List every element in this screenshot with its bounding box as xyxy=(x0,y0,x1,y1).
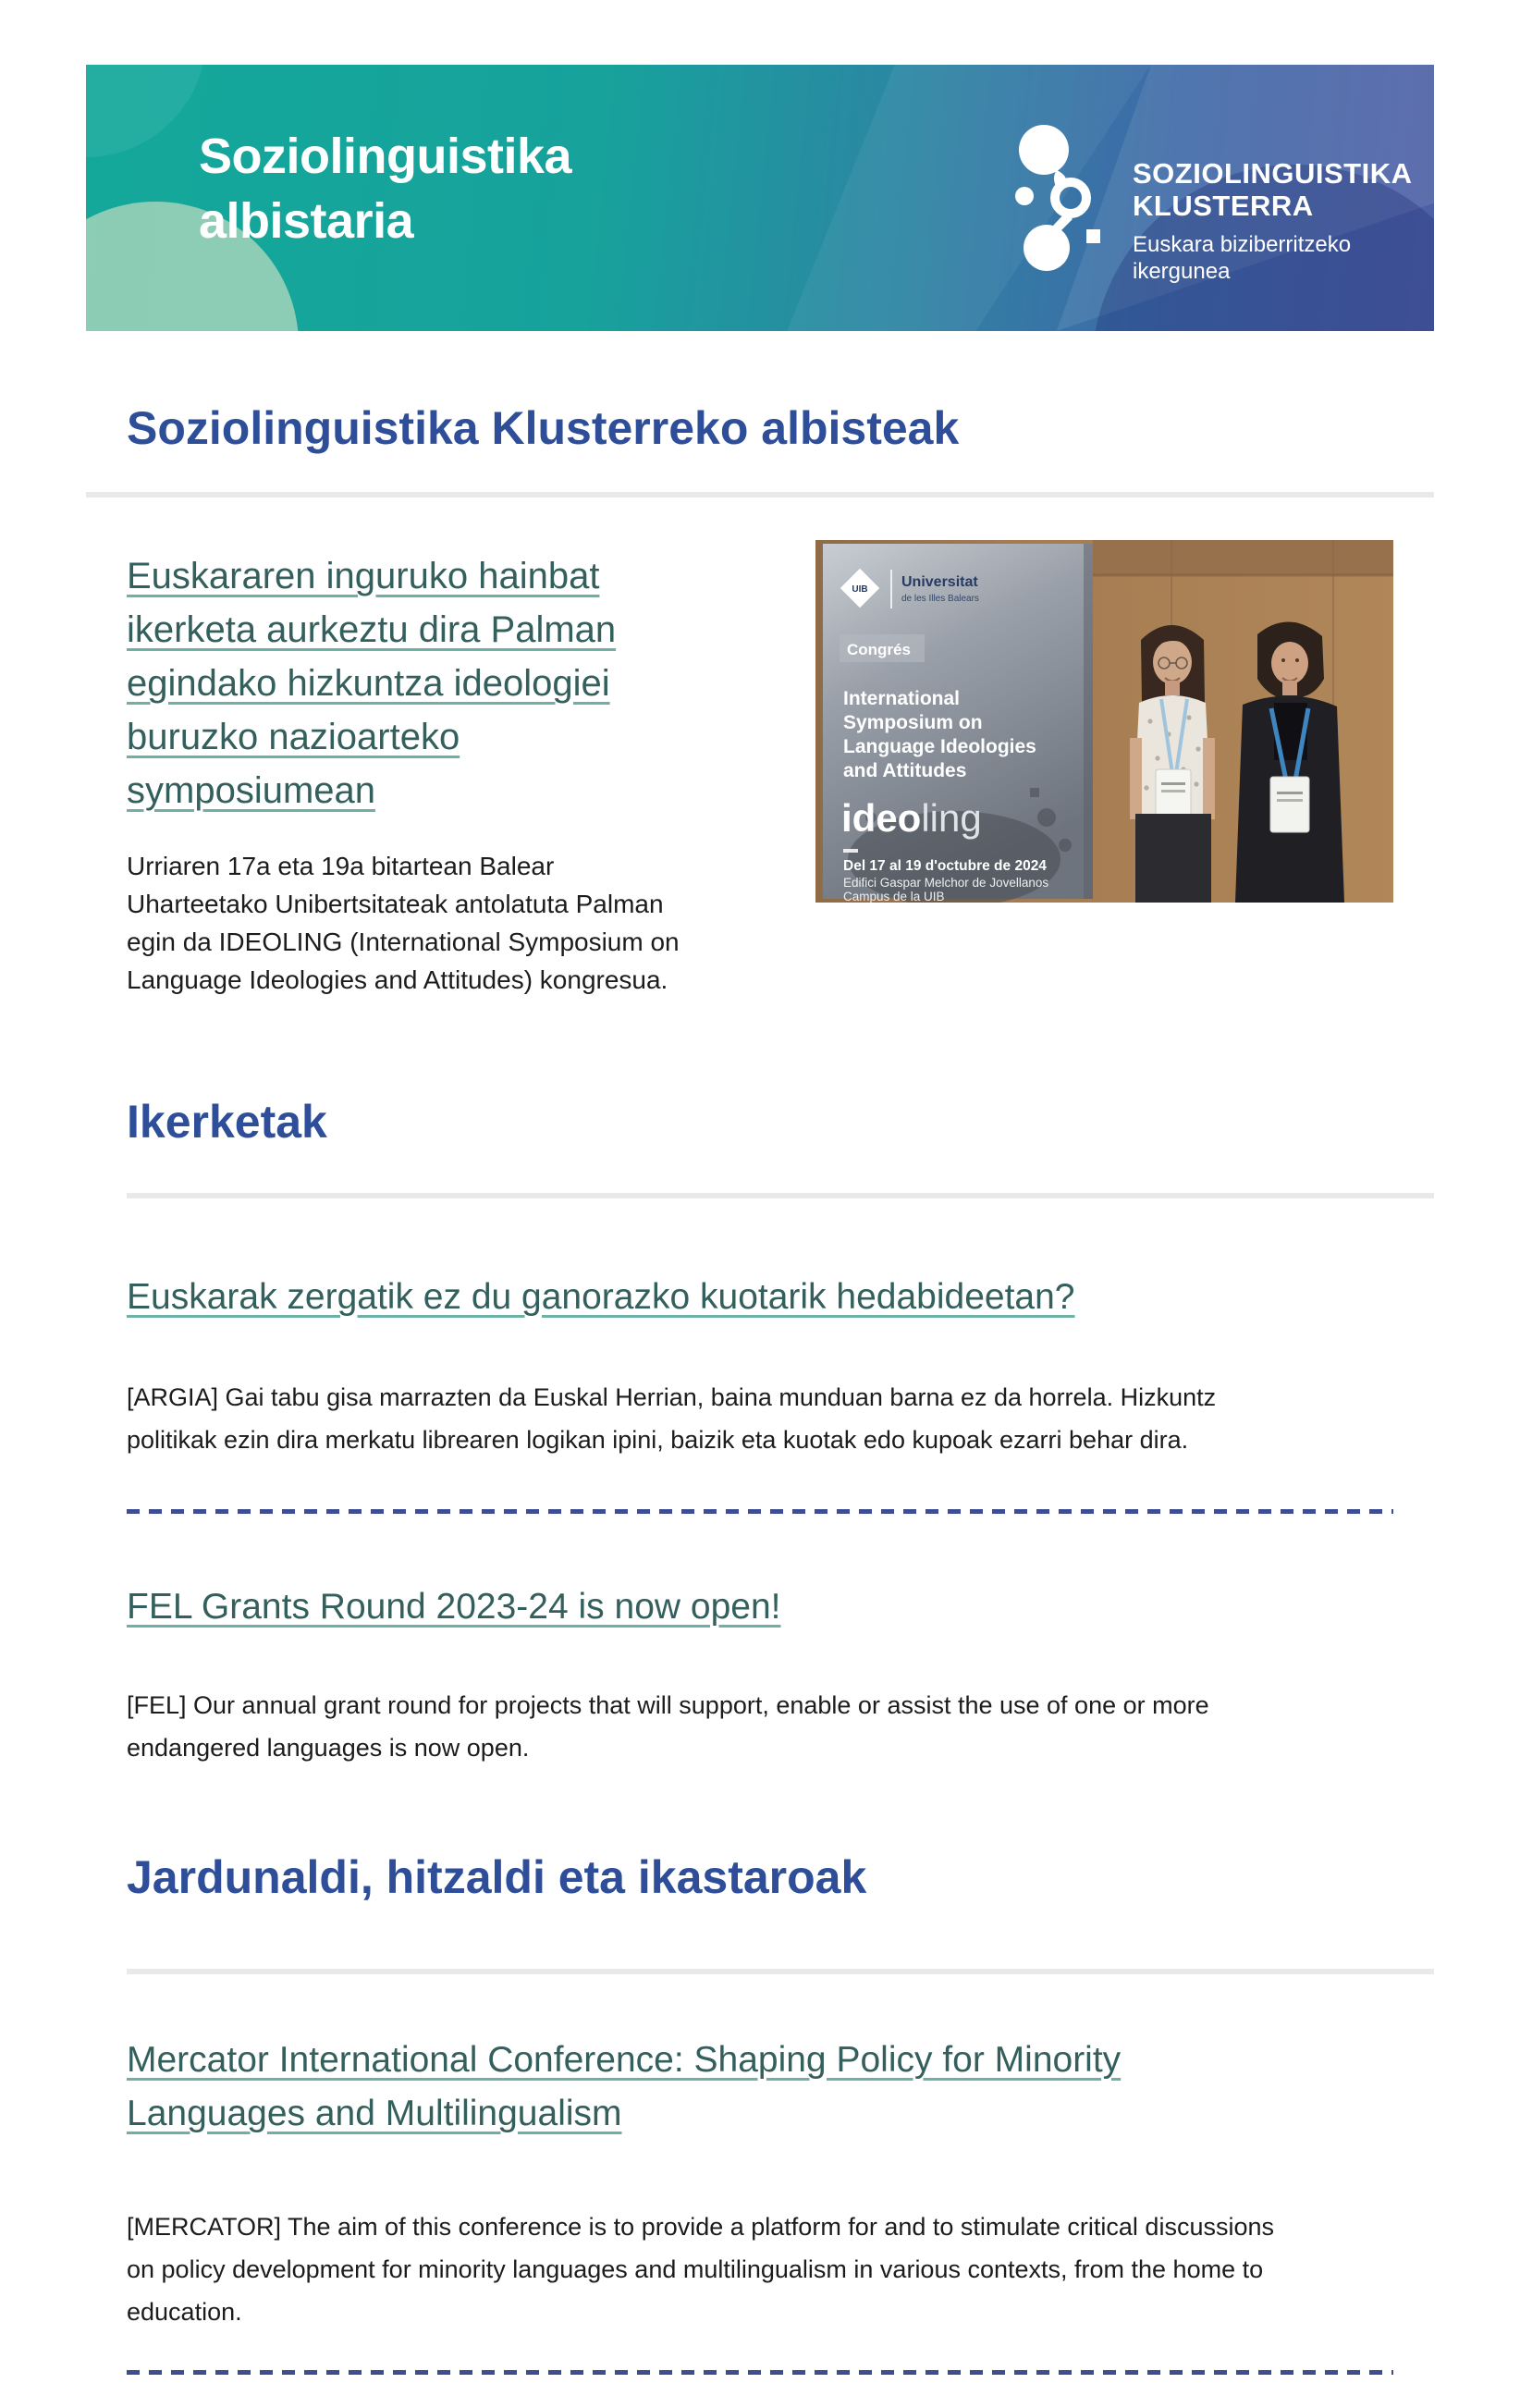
section-divider xyxy=(127,1969,1434,1974)
congress-label: Congrés xyxy=(847,641,911,658)
newsletter-title-line2: albistaria xyxy=(199,193,414,249)
university-subname: de les Illes Balears xyxy=(901,594,979,604)
feature-article-photo[interactable] xyxy=(815,540,1393,903)
article-link-argia[interactable]: Euskarak zergatik ez du ganorazko kuotarik hedabideetan? xyxy=(127,1277,1075,1317)
symposium-line: Language Ideologies xyxy=(843,736,1036,757)
kluster-logo xyxy=(1012,122,1413,285)
masthead-banner xyxy=(86,65,1434,331)
feature-article-summary: Urriaren 17a eta 19a bitartean Balear Uharteetako Unibertsitateak antolatuta Palman egin da IDEOLING (International Symposium on Language Ideologies and Attitudes) kongresua. xyxy=(127,852,680,994)
newsletter-title-line1: Soziolinguistika xyxy=(199,129,572,184)
feature-article-text xyxy=(127,540,811,999)
uib-acronym: UIB xyxy=(852,584,868,595)
symposium-line: International xyxy=(843,688,961,709)
section-divider xyxy=(127,1193,1434,1198)
section-divider xyxy=(86,492,1434,498)
dashed-divider xyxy=(127,2370,1393,2375)
symposium-dates: Del 17 al 19 d'octubre de 2024 xyxy=(843,858,1047,874)
jardunaldiak-section-title: Jardunaldi, hitzaldi eta ikastaroak xyxy=(127,1851,867,1903)
article-summary-mercator: [MERCATOR] The aim of this conference is to provide a platform for and to stimulate critical discussions on policy development for minority languages and multilingualism in various contexts, from the home to education. xyxy=(127,2213,1274,2326)
feature-article-link[interactable]: Euskararen inguruko hainbat ikerketa aurkeztu dira Palman egindako hizkuntza ideologiei buruzko nazioarteko symposiumean xyxy=(127,556,617,811)
symposium-campus: Campus de la UIB xyxy=(843,890,945,903)
dashed-divider xyxy=(127,1509,1393,1514)
symposium-line: Symposium on xyxy=(843,712,983,733)
article-summary-argia: [ARGIA] Gai tabu gisa marrazten da Euskal Herrian, baina munduan barna ez da horrela. Hizkuntz politikak ezin dira merkatu librearen logikan ipini, baizik eta kuotak edo kupoak ezarri behar dira. xyxy=(127,1383,1217,1454)
kluster-tagline: Euskara biziberritzeko ikergunea xyxy=(1133,232,1352,284)
university-name: Universitat xyxy=(901,574,978,590)
news-section xyxy=(86,401,1434,2375)
article-link-fel[interactable]: FEL Grants Round 2023-24 is now open! xyxy=(127,1587,781,1627)
symposium-venue: Edifici Gaspar Melchor de Jovellanos xyxy=(843,876,1049,890)
symposium-line: and Attitudes xyxy=(843,760,967,781)
ikerketak-section-title: Ikerketak xyxy=(127,1096,327,1148)
kluster-org-name: SOZIOLINGUISTIKA KLUSTERRA xyxy=(1133,157,1413,222)
news-section-title: Soziolinguistika Klusterreko albisteak xyxy=(127,402,960,454)
ikerketak-articles xyxy=(86,1271,1434,1769)
article-link-mercator[interactable]: Mercator International Conference: Shaping Policy for Minority Languages and Multilingualism xyxy=(127,2040,1122,2133)
kluster-logo-text xyxy=(1133,122,1413,285)
ideoling-brand: ideoling xyxy=(841,796,982,840)
article-summary-fel: [FEL] Our annual grant round for projects that will support, enable or assist the use of one or more endangered languages is now open. xyxy=(127,1691,1209,1762)
person-left xyxy=(1130,625,1215,903)
decorative-circle xyxy=(86,65,206,157)
kluster-logo-icon xyxy=(1012,122,1109,281)
newsletter-title xyxy=(199,124,571,253)
jardunaldiak-articles xyxy=(86,2033,1434,2375)
feature-article xyxy=(86,540,1434,999)
